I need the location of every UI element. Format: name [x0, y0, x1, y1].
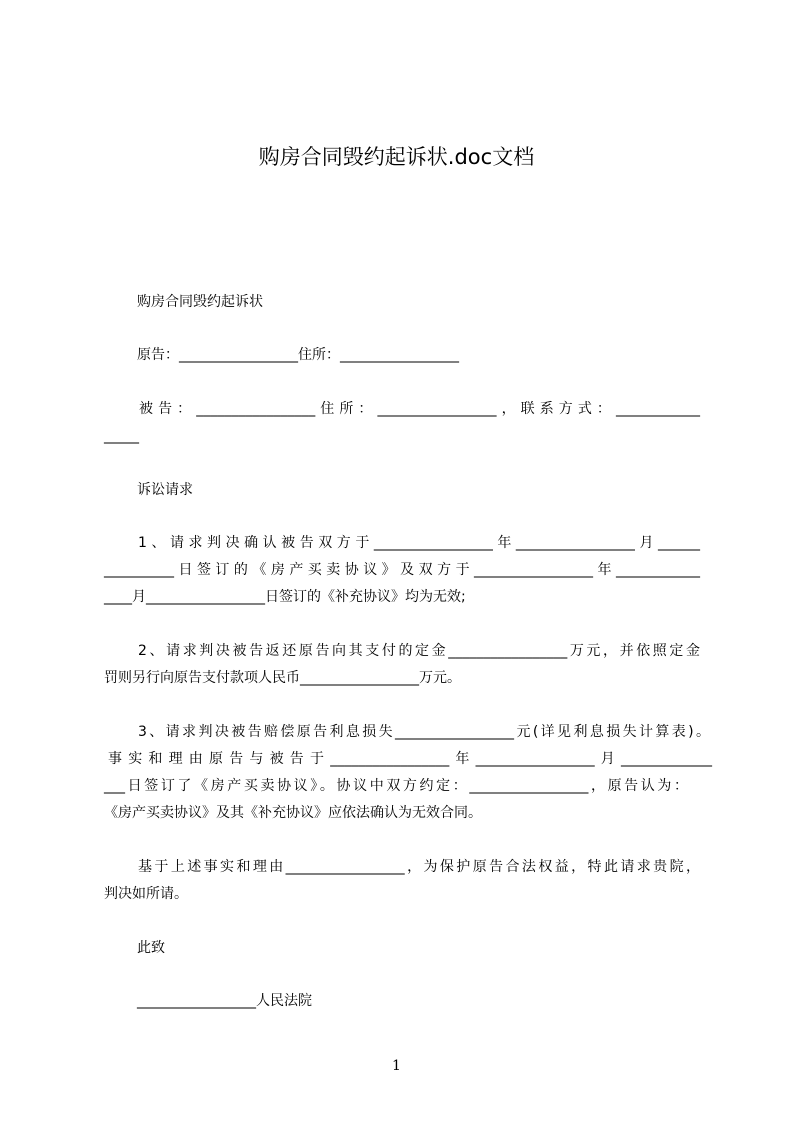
claim-1-line-continued: __________日签订的《房产买卖协议》及双方于_________________年____________ [104, 562, 700, 578]
defendant-line-continued: _____ [104, 428, 139, 444]
court-line: _________________人民法院 [137, 993, 312, 1009]
request-basis-line: 基于上述事实和理由_________________，为保护原告合法权益，特此请求贵院， [138, 859, 700, 875]
defendant-line: 被告：_________________住所：_________________，联系方式：____________ [139, 401, 700, 417]
facts-line: 事实和理由原告与被告于_________________年_________________月_____________ [108, 751, 712, 767]
claim-1-line-end: ____月_________________日签订的《补充协议》均为无效; [104, 589, 466, 605]
claim-3-line: 3、请求判决被告赔偿原告利息损失_________________元(详见利息损失计算表)。 [138, 724, 710, 740]
page-number: 1 [392, 1058, 401, 1074]
plaintiff-line: 原告：_________________住所：_________________ [137, 347, 459, 363]
closing-salutation: 此致 [137, 940, 165, 956]
claim-2-line: 2、请求判决被告返还原告向其支付的定金_________________万元，并依照定金 [138, 643, 700, 659]
facts-line-continued: ___日签订了《房产买卖协议》。协议中双方约定：_________________，原告认为： [104, 778, 688, 794]
facts-line-end: 《房产买卖协议》及其《补充协议》应依法确认为无效合同。 [104, 805, 482, 821]
request-basis-line-end: 判决如所请。 [104, 886, 188, 902]
claim-1-line: 1、请求判决确认被告双方于_________________年_________________月______ [138, 535, 700, 551]
claims-heading: 诉讼请求 [137, 482, 193, 498]
document-title: 购房合同毁约起诉状.doc文档 [258, 145, 535, 169]
claim-2-line-end: 罚则另行向原告支付款项人民币_________________万元。 [104, 670, 461, 686]
complaint-heading: 购房合同毁约起诉状 [137, 294, 263, 310]
